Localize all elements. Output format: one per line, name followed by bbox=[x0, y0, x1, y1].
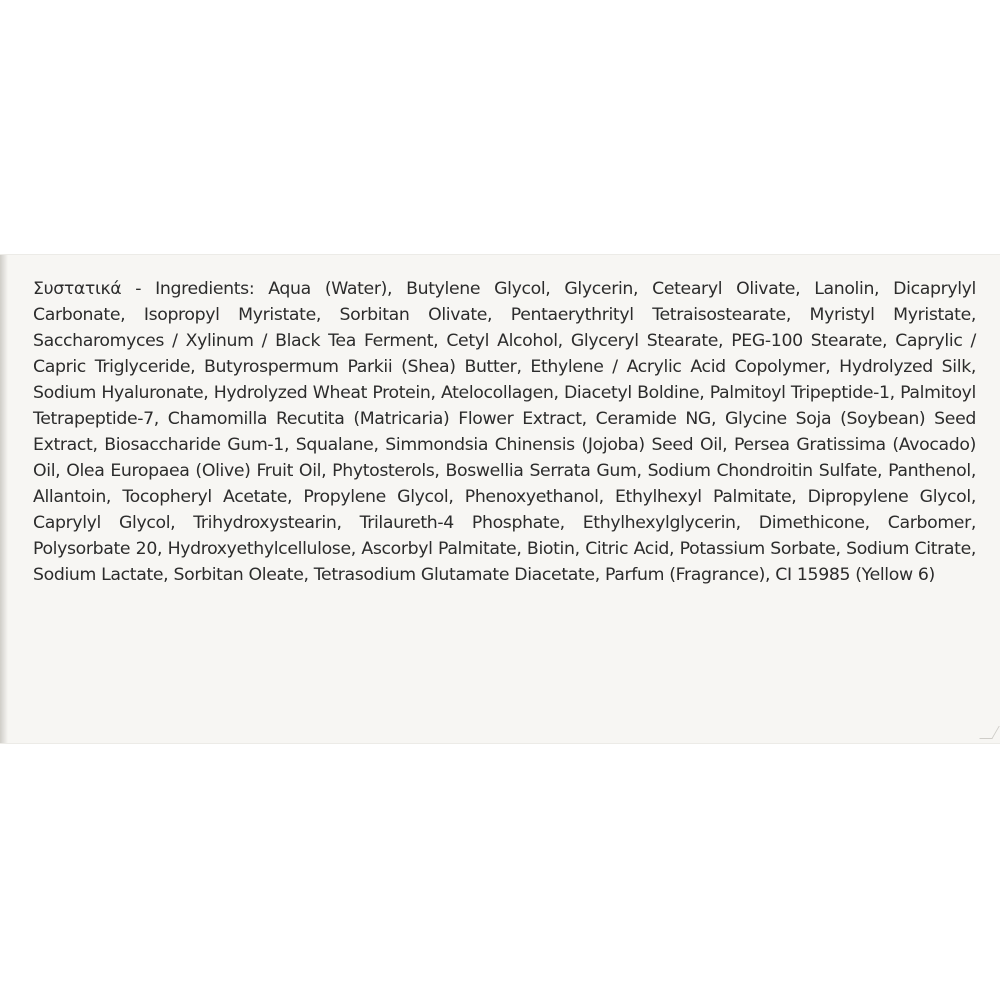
label-corner-fold bbox=[979, 726, 1000, 739]
label-edge-shadow bbox=[0, 255, 8, 743]
ingredients-label-strip bbox=[0, 254, 1000, 744]
ingredients-text: Συστατικά - Ingredients: Aqua (Water), Butylene Glycol, Glycerin, Cetearyl Olivate, Lanolin, Dicaprylyl Carbonate, Isopropyl Myristate, Sorbitan Olivate, Pentaerythrityl Tetraisostearate, Myristyl Myristate, Saccharomyces / Xylinum / Black Tea Ferment, Cetyl Alcohol, Glyceryl Stearate, PEG-100 Stearate, Caprylic / Capric Triglyceride, Butyrospermum Parkii (Shea) Butter, Ethylene / Acrylic Acid Copolymer, Hydrolyzed Silk, Sodium Hyaluronate, Hydrolyzed Wheat Protein, Atelocollagen, Diacetyl Boldine, Palmitoyl Tripeptide-1, Palmitoyl Tetrapeptide-7, Chamomilla Recutita (Matricaria) Flower Extract, Ceramide NG, Glycine Soja (Soybean) Seed Extract, Biosaccharide Gum-1, Squalane, Simmondsia Chinensis (Jojoba) Seed Oil, Persea Gratissima (Avocado) Oil, Olea Europaea (Olive) Fruit Oil, Phytosterols, Boswellia Serrata Gum, Sodium Chondroitin Sulfate, Panthenol, Allantoin, Tocopheryl Acetate, Propylene Glycol, Phenoxyethanol, Ethylhexyl Palmitate, Dipropylene Glycol, Caprylyl Glycol, Trihydroxystearin, Trilaureth-4 Phosphate, Ethylhexylglycerin, Dimethicone, Carbomer, Polysorbate 20, Hydroxyethylcellulose, Ascorbyl Palmitate, Biotin, Citric Acid, Potassium Sorbate, Sodium Citrate, Sodium Lactate, Sorbitan Oleate, Tetrasodium Glutamate Diacetate, Parfum (Fragrance), CI 15985 (Yellow 6) bbox=[33, 279, 976, 585]
